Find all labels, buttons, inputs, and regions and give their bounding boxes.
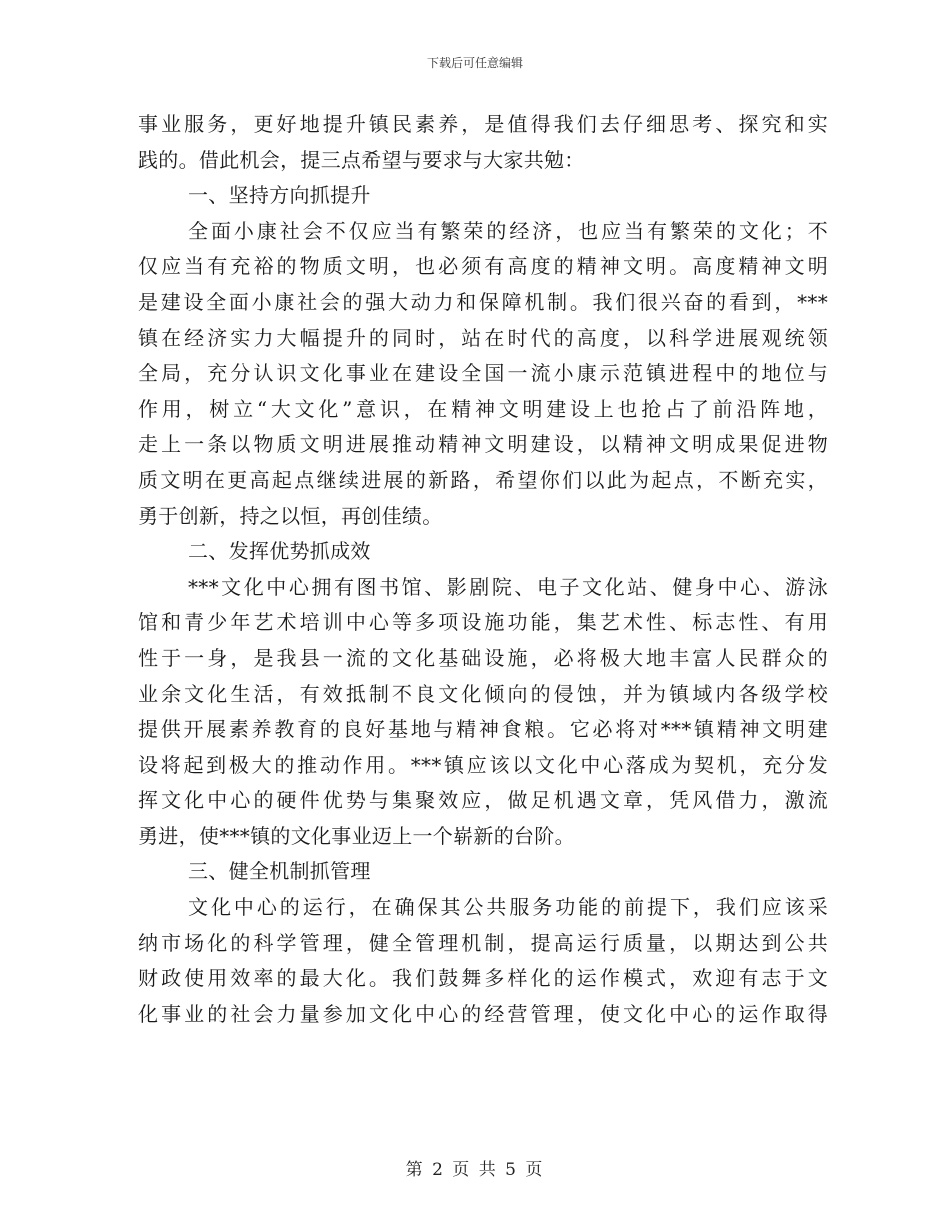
body-line: 提供开展素养教育的良好基地与精神食粮。它必将对***镇精神文明建 — [138, 717, 828, 742]
body-line: 事业服务，更好地提升镇民素养，是值得我们去仔细思考、探究和实 — [138, 112, 828, 136]
body-line: 走上一条以物质文明进展推动精神文明建设，以精神文明成果促进物 — [138, 432, 828, 457]
body-line: 全局，充分认识文化事业在建设全国一流小康示范镇进程中的地位与 — [138, 361, 828, 386]
body-line: 作用，树立“大文化”意识，在精神文明建设上也抢占了前沿阵地， — [138, 396, 828, 421]
document-body — [138, 107, 828, 1032]
body-line: 质文明在更高起点继续进展的新路，希望你们以此为起点，不断充实， — [138, 467, 828, 492]
body-line: 仅应当有充裕的物质文明，也必须有高度的精神文明。高度精神文明 — [138, 254, 828, 279]
body-line: 勇进，使***镇的文化事业迈上一个崭新的台阶。 — [138, 823, 575, 848]
body-line: ***文化中心拥有图书馆、影剧院、电子文化站、健身中心、游泳 — [188, 574, 828, 599]
body-line: 镇在经济实力大幅提升的同时，站在时代的高度，以科学进展观统领 — [138, 325, 828, 350]
body-line: 业余文化生活，有效抵制不良文化倾向的侵蚀，并为镇域内各级学校 — [138, 681, 828, 706]
section-heading: 二、发挥优势抓成效 — [188, 539, 371, 564]
body-line: 践的。借此机会，提三点希望与要求与大家共勉： — [138, 147, 585, 172]
section-heading: 一、坚持方向抓提升 — [188, 183, 371, 208]
section-heading: 三、健全机制抓管理 — [188, 859, 371, 884]
body-line: 性于一身，是我县一流的文化基础设施，必将极大地丰富人民群众的 — [138, 645, 828, 670]
body-line: 馆和青少年艺术培训中心等多项设施功能，集艺术性、标志性、有用 — [138, 610, 828, 635]
body-line: 是建设全面小康社会的强大动力和保障机制。我们很兴奋的看到，*** — [138, 289, 828, 314]
body-line: 勇于创新，持之以恒，再创佳绩。 — [138, 503, 443, 528]
body-line: 挥文化中心的硬件优势与集聚效应，做足机遇文章，凭风借力，激流 — [138, 788, 828, 813]
body-line: 财政使用效率的最大化。我们鼓舞多样化的运作模式，欢迎有志于文 — [138, 966, 828, 991]
page-number-footer: 第 2 页 共 5 页 — [405, 1160, 545, 1180]
body-line: 全面小康社会不仅应当有繁荣的经济，也应当有繁荣的文化；不 — [188, 218, 828, 243]
body-line: 文化中心的运行，在确保其公共服务功能的前提下，我们应该采 — [188, 895, 828, 920]
body-line: 纳市场化的科学管理，健全管理机制，提高运行质量，以期达到公共 — [138, 930, 828, 955]
body-line: 化事业的社会力量参加文化中心的经营管理，使文化中心的运作取得 — [138, 1001, 828, 1026]
body-line: 设将起到极大的推动作用。***镇应该以文化中心落成为契机，充分发 — [138, 752, 828, 777]
page-header: 下载后可任意编辑 — [426, 56, 523, 70]
